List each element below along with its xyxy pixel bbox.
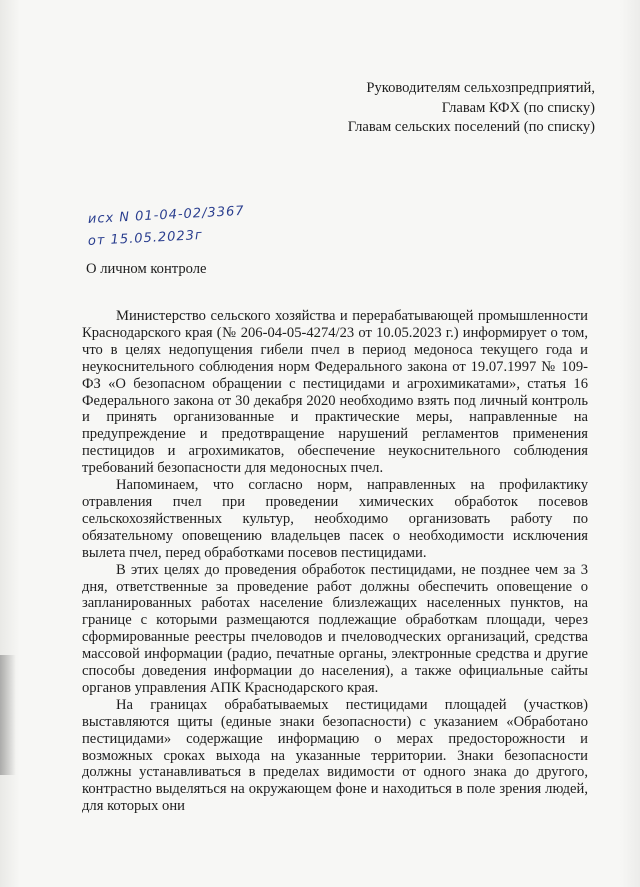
recipients-block bbox=[300, 79, 595, 138]
recipient-line: Главам сельских поселений (по списку) bbox=[347, 119, 595, 135]
handwritten-ref-number: исх N 01-04-02/3367 bbox=[87, 203, 245, 227]
recipient-line: Руководителям сельхозпредприятий, bbox=[366, 80, 595, 96]
scan-edge-shadow bbox=[0, 655, 16, 775]
body-paragraph: В этих целях до проведения обработок пестицидами, не позднее чем за 3 дня, ответственные за проведение работ должны обеспечить оповещение о запланированных работах население близлежащих населенных пунктов, на границе с которыми размещаются подлежащие обработкам площади, через сформированные реестры пчеловодов и пчеловодческих организаций, средства массовой информации (радио, печатные органы, электронные средства и другие способы доведения информации до населения), а также официальные сайты органов управления АПК Краснодарского края. bbox=[82, 561, 588, 696]
letter-subject: О личном контроле bbox=[86, 261, 207, 277]
body-paragraph: Министерство сельского хозяйства и перерабатывающей промышленности Краснодарского края (№ 206-04-05-4274/23 от 10.05.2023 г.) информирует о том, что в целях недопущения гибели пчел в период медоноса текущего года и неукоснительного соблюдения норм Федерального закона от 19.07.1997 № 109-ФЗ «О безопасном обращении с пестицидами и агрохимикатами», статья 16 Федерального закона от 30 декабря 2020 необходимо взять под личный контроль и принять организованные и практические меры, направленные на предупреждение и предотвращение нарушений регламентов применения пестицидов и агрохимикатов, обеспечение неукоснительного соблюдения требований безопасности для медоносных пчел. bbox=[82, 308, 588, 477]
body-paragraph: На границах обрабатываемых пестицидами площадей (участков) выставляются щиты (единые знаки безопасности) с указанием «Обработано пестицидами» содержащие информацию о мерах предосторожности и возможных сроках выхода на указанные территории. Знаки безопасности должны устанавливаться в пределах видимости от одного знака до другого, контрастно выделяться на окружающем фоне и находиться в поле зрения людей, для которых они bbox=[82, 696, 588, 815]
letter-body bbox=[82, 308, 588, 815]
handwritten-ref-date: от 15.05.2023г bbox=[87, 227, 204, 249]
body-paragraph: Напоминаем, что согласно норм, направленных на профилактику отравления пчел при проведении химических обработок посевов сельскохозяйственных культур, необходимо организовать работу по обязательному оповещению владельцев пасек о необходимости исключения вылета пчел, перед обработками посевов пестицидами. bbox=[82, 477, 588, 561]
recipient-line: Главам КФХ (по списку) bbox=[441, 99, 595, 116]
